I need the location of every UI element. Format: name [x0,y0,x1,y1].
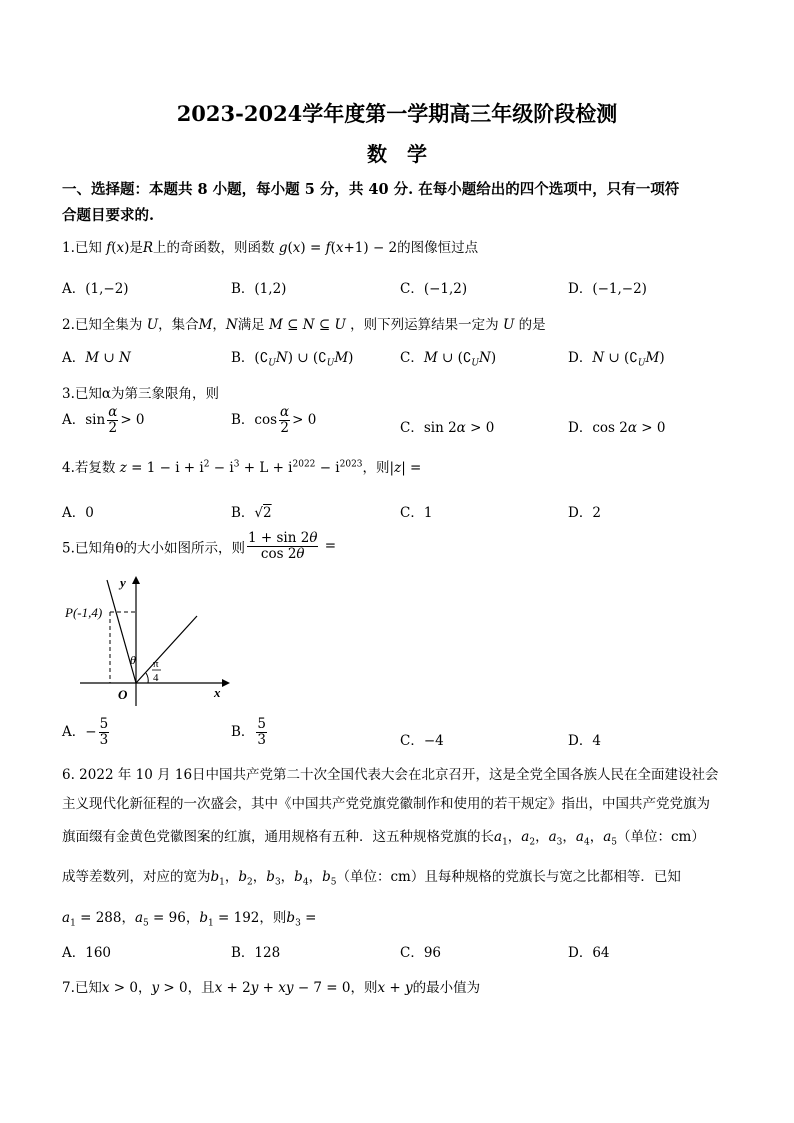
origin-label: O [118,687,128,702]
q3-option-b: B．cos $\frac{\alpha}{2}$ > 0 [231,404,317,436]
q6-option-a: A．160 [62,945,112,961]
subject-title: 数 学 [367,142,427,166]
pi4-angle-arc [146,673,148,683]
y-axis-arrow [132,576,140,584]
q4-option-b: B．√2 [231,505,272,521]
q5-option-a: A．− $\frac{5}{3}$ [62,716,109,748]
q1-option-c: C．(−1,2) [400,281,468,297]
q6-option-d: D．64 [568,945,610,961]
q2-option-d: D．N ∪ $(∁_UM)$ [568,350,665,369]
y-axis-label: y [120,575,126,590]
q4-option-a: A．0 [62,505,94,521]
q1-option-b: B．(1,2) [231,281,287,297]
q6-line-2: 主义现代化新征程的一次盛会，其中《中国共产党党旗党徽制作和使用的若干规定》指出，中国共产党党旗为 [62,796,710,812]
q6-option-b: B．128 [231,945,281,961]
section-heading-line2: 合题目要求的. [62,207,155,224]
page-title: 2023-2024学年度第一学期高三年级阶段检测 [176,101,618,126]
q3-option-d: D．cos 2α > 0 [568,420,666,436]
q4-option-c: C．1 [400,505,433,521]
q2-option-b: B．$(∁_UN)$ ∪ $(∁_UM)$ [231,350,354,369]
q2-option-a: A．M ∪ N [62,350,131,366]
question-5: 5.已知角θ的大小如图所示，则 $\frac{1 + \sin 2\theta}{\cos 2\theta}$ = [62,530,337,562]
pi-label: π [153,658,159,670]
q1-option-a: A．(1,−2) [62,281,129,297]
q3-option-a: A．sin $\frac{\alpha}{2}$ > 0 [62,404,145,436]
terminal-ray-op [107,580,136,683]
q2-option-c: C．M ∪ $(∁_UN)$ [400,350,497,369]
q6-line-5: $a_1 = 288$，$a_5 = 96$，$b_1 = 192$，则$b_3$ = [62,910,317,929]
q5-option-d: D．4 [568,733,601,749]
question-4: 4.若复数 $z = 1 - i + i^2 - i^3 + L + i^{2022} - i^{2023}$，则|z| = [62,459,422,476]
pi-over-4-ray [136,616,197,683]
q5-option-c: C．−4 [400,733,444,749]
q6-line-3: 旗面缀有金黄色党徽图案的红旗，通用规格有五种．这五种规格党旗的长$a_1$，$a_2$，$a_3$，$a_4$，$a_5$（单位：cm） [62,829,705,848]
theta-label: θ [130,653,136,667]
q4-option-d: D．2 [568,505,601,521]
question-3: 3.已知α为第三象限角，则 [62,386,219,402]
q1-option-d: D．(−1,−2) [568,281,647,297]
q5-angle-figure [60,572,235,712]
x-axis-arrow [222,679,230,687]
q6-option-c: C．96 [400,945,442,961]
q3-option-c: C．sin 2α > 0 [400,420,495,436]
question-7: 7.已知x > 0，y > 0，且x + 2y + xy − 7 = 0，则x + y的最小值为 [62,980,481,996]
four-label: 4 [153,672,159,684]
point-p-label: P(-1,4) [65,605,103,620]
section-heading-line1: 一、选择题：本题共 8 小题，每小题 5 分，共 40 分. 在每小题给出的四个选项中，只有一项符 [62,181,680,198]
q6-line-1: 6. 2022 年 10 月 16日中国共产党第二十次全国代表大会在北京召开，这是全党全国各族人民在全面建设社会 [62,767,719,783]
q5-option-b: B． $\frac{5}{3}$ [231,716,267,748]
question-1: 1.已知 f(x)是R上的奇函数，则函数 g(x) = f(x+1) − 2的图像恒过点 [62,240,479,256]
x-axis-label: x [214,685,221,700]
question-2: 2.已知全集为 U，集合M，N满足 M ⊆ N ⊆ U ，则下列运算结果一定为 U 的是 [62,317,546,333]
q6-line-4: 成等差数列，对应的宽为$b_1$，$b_2$，$b_3$，$b_4$，$b_5$（单位：cm）且每种规格的党旗长与宽之比都相等．已知 [62,869,681,888]
